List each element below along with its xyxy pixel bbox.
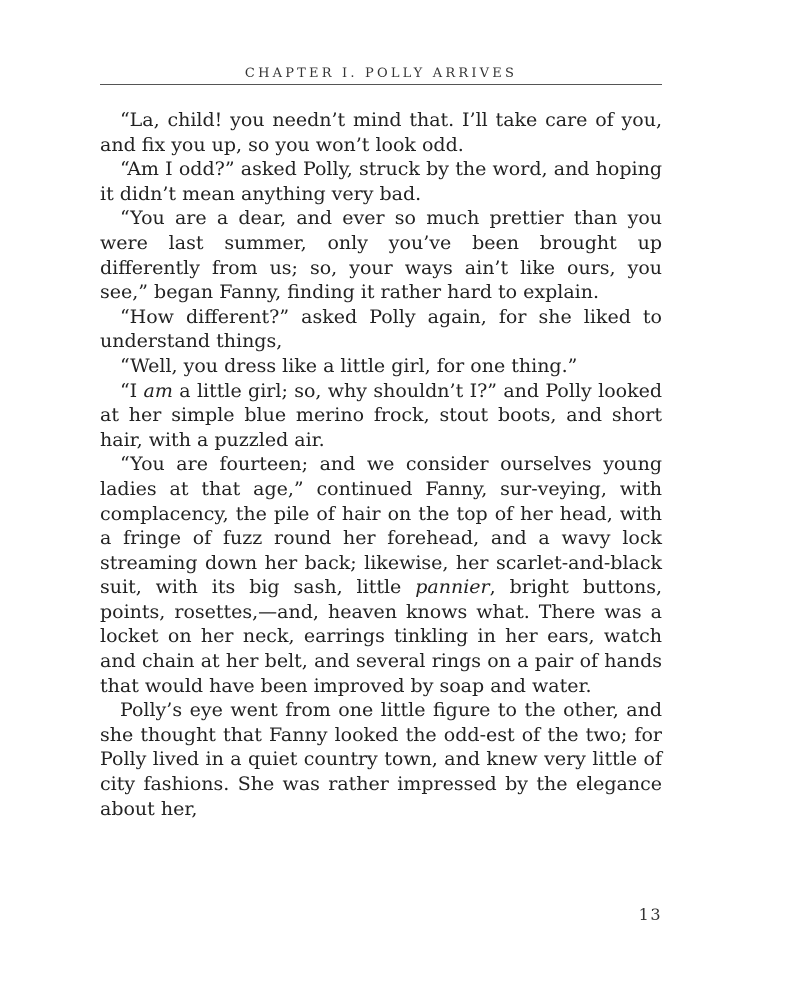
running-head: CHAPTER I. POLLY ARRIVES [244,66,518,81]
paragraph: “Well, you dress like a little girl, for one thing.” [119,354,578,377]
page-number: 13 [638,905,662,924]
italic-emphasis: am [143,379,173,402]
paragraph: “Am I odd?” asked Polly, struck by the word, and hoping it didn’t mean anything very bad. [100,158,662,205]
paragraph: “You are a dear, and ever so much prettier than you were last summer, only you’ve been brought up differently from us; so, your ways ain’t like ours, you see,” began Fanny, finding it rather hard to explain. [100,207,662,304]
body-text [100,108,662,821]
paragraph: Polly’s eye went from one little figure to the other, and she thought that Fanny looked the odd-est of the two; for Polly lived in a quiet country town, and knew very little of city fashions. She was rather impressed by the elegance about her, [100,699,662,820]
paragraph: “La, child! you needn’t mind that. I’ll take care of you, and fix you up, so you won’t look odd. [100,109,662,156]
paragraph-text: , bright buttons, points, rosettes,—and, heaven knows what. There was a locket on her neck, earrings tinkling in her ears, watch and chain at her belt, and several rings on a pair of hands that would have been improved by soap and water. [100,576,662,697]
paragraph: “How different?” asked Polly again, for she liked to understand things, [100,305,662,353]
paragraph [100,452,662,698]
paragraph-text: “You are fourteen; and we consider ourselves young ladies at that age,” continued Fanny, sur-veying, with complacency, the pile of hair on the top of her head, with a fringe of fuzz round her forehead, and a wavy lock streaming down her back; likewise, her scarlet-and-black suit, with its big sash, little [100,453,662,599]
paragraph-text: a little girl; so, why shouldn’t I?” and Polly looked at her simple blue merino frock, stout boots, and short hair, with a puzzled air. [100,379,662,451]
paragraph [100,379,662,453]
book-page [100,0,662,1000]
italic-emphasis: pannier [415,576,490,599]
paragraph-text: “I [119,379,144,402]
header-rule [100,84,662,85]
